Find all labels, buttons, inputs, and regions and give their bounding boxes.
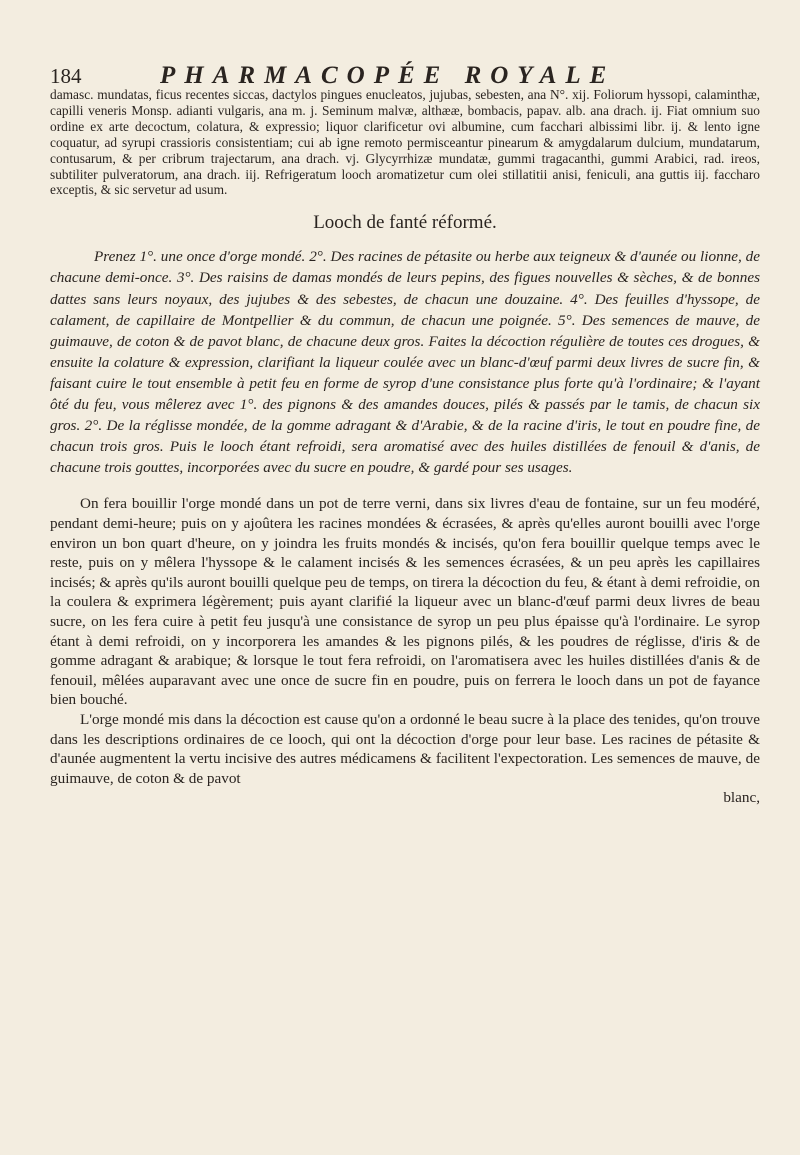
catchword: blanc, [723, 789, 760, 807]
recipe-paragraph: Prenez 1°. une once d'orge mondé. 2°. Des racines de pétasite ou herbe aux teigneux & d'aunée ou lionne, de chacune demi-once. 3°. Des raisins de damas mondés de leurs pepins, des figues nouvelles & sèches, & de bonnes dattes sans leurs noyaux, des jujubes & des sebestes, de chacun une douzaine. 4°. Des feuilles d'hyssope, de calament, de capillaire de Montpellier & du commun, de chacun une poignée. 5°. Des semences de mauve, de guimauve, de coton & de pavot blanc, de chacune deux gros. Faites la décoction régulière de toutes ces drogues, & ensuite la colature & expression, clarifiant la liqueur coulée avec un blanc-d'œuf parmi deux livres de sucre fin, & faisant cuire le tout ensemble à petit feu en forme de syrop d'une consistance plus forte qu'à l'ordinaire; & l'ayant ôté du feu, vous mêlerez avec 1°. des pignons & des amandes douces, pilés & passés par le tamis, de chacun six gros. 2°. De la réglisse mondée, de la gomme adragant & d'Arabie, & de la racine d'iris, le tout en poudre fine, de chacun trois gros. Puis le looch étant refroidi, sera aromatisé avec des huiles distillées de fenouil & d'anis, de chacune trois gouttes, incorporées avec du sucre en poudre, & gardé pour ses usages. [50, 248, 760, 477]
method-paragraph: On fera bouillir l'orge mondé dans un pot de terre verni, dans six livres d'eau de fontaine, sur un feu modéré, pendant demi-heure; puis on y ajoûtera les racines mondées & écrasées, & après qu'elles auront bouilli avec l'orge environ un bon quart d'heure, on y joindra les fruits mondés & incisés, qu'on fera bouillir quelque temps avec le reste, puis on y mêlera l'hyssope & le calament incisés & les semences écrasées, & un peu après les capillaires incisés; & après qu'ils auront bouilli quelque peu de temps, on tirera la décoction du feu, & étant à demi refroidie, on la coulera & exprimera légèrement; puis ayant clarifié la liqueur avec un blanc-d'œuf parmi deux livres de beau sucre, on les fera cuire à petit feu jusqu'à une consistance de syrop un peu plus épaisse qu'à l'ordinaire. Le syrop étant à demi refroidi, on y incorporera les amandes & les pignons pilés, & les poudres de réglisse, d'iris & de gomme adragant & arabique; & lorsque le tout fera refroidi, on l'aromatisera avec les huiles distillées d'anis & de fenouil, mêlées auparavant avec une once de sucre fin en poudre, puis on ferrera le looch dans un pot de fayance bien bouché. [50, 495, 760, 709]
latin-recipe-paragraph: damasc. mundatas, ficus recentes siccas, dactylos pingues enucleatos, jujubas, sebesten, ana N°. xij. Foliorum hyssopi, calaminthæ, capilli veneris Monsp. adianti vulgaris, ana m. j. Seminum malvæ, althææ, bombacis, papav. alb. ana drach. ij. Fiat omnium suo ordine ex arte decoctum, colatura, & expressio; liquor clarificetur ovi albumine, cum facchari albissimi libr. ij. & lento igne coquatur, ad syrupi crassioris consistentiam; cui ab igne remoto permisceantur pinearum & amygdalarum dulcium, mundatarum, contusarum, & per cribrum trajectarum, ana drach. vj. Glycyrrhizæ mundatæ, gummi tragacanthi, gummi Arabici, rad. ireos, subtiliter pulveratorum, ana drach. iij. Refrigeratum looch aromatizetur cum olei stillatitii anisi, feniculi, ana guttis iij. faccharo exceptis, & sic servetur ad usum. [50, 87, 760, 198]
commentary-paragraph: L'orge mondé mis dans la décoction est cause qu'on a ordonné le beau sucre à la place des tenides, qu'on trouve dans les descriptions ordinaires de ce looch, qui ont la décoction d'orge pour leur base. Les racines de pétasite & d'aunée augmentent la vertu incisive des autres médicamens & facilitent l'expectoration. Les semences de mauve, de guimauve, de coton & de pavot [50, 710, 760, 787]
page-number: 184 [50, 64, 82, 88]
page-header [50, 60, 760, 90]
running-title: PHARMACOPÉE ROYALE [160, 62, 616, 89]
section-heading: Looch de fanté réformé. [313, 212, 497, 234]
page-body [50, 87, 760, 807]
